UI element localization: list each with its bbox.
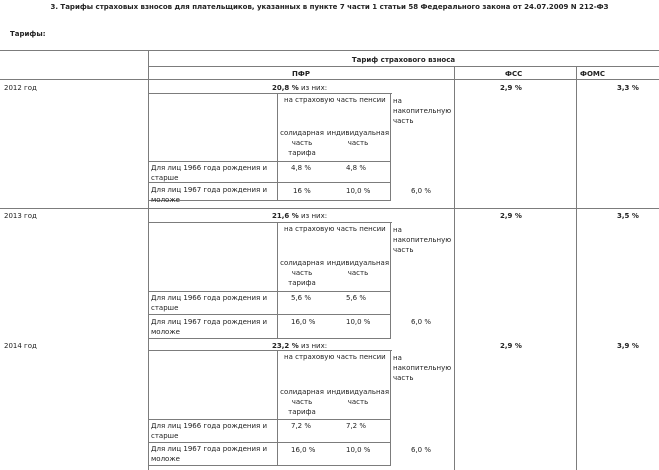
individual-label: индивидуальная часть [326,259,390,277]
tariff-header: Тариф страхового взноса [351,56,456,64]
pfr-total: 20,8 % из них: [272,84,328,92]
younger-individual: 10,0 % [346,187,371,195]
year-label: 2013 год [4,212,37,220]
insurance-part-label: на страховую часть пенсии [284,96,386,104]
foms-value: 3,3 % [617,84,639,92]
older-individual: 7,2 % [346,422,367,430]
fss-header: ФСС [505,70,523,78]
tariffs-label: Тарифы: [10,30,46,38]
foms-value: 3,5 % [617,212,639,220]
fss-value: 2,9 % [500,342,522,350]
solidary-label: солидарная часть тарифа [280,129,324,157]
year-label: 2012 год [4,84,37,92]
older-solidary: 5,6 % [291,294,312,302]
funded-part-label: на накопительную часть [393,354,452,382]
solidary-label: солидарная часть тарифа [280,388,324,416]
born-1966-label: Для лиц 1966 года рождения и старше [151,422,268,440]
funded-part-label: на накопительную часть [393,226,452,254]
born-1966-label: Для лиц 1966 года рождения и старше [151,294,268,312]
insurance-part-label: на страховую часть пенсии [284,225,386,233]
funded-part-label: на накопительную часть [393,97,452,125]
individual-label: индивидуальная часть [326,129,390,147]
born-1967-label: Для лиц 1967 года рождения и моложе [151,318,268,336]
fss-value: 2,9 % [500,212,522,220]
younger-solidary: 16 % [293,187,311,195]
younger-funded: 6,0 % [411,187,432,195]
solidary-label: солидарная часть тарифа [280,259,324,287]
born-1966-label: Для лиц 1966 года рождения и старше [151,164,268,182]
younger-individual: 10,0 % [346,446,371,454]
pfr-header: ПФР [292,70,310,78]
younger-solidary: 16,0 % [291,446,316,454]
fss-value: 2,9 % [500,84,522,92]
older-solidary: 7,2 % [291,422,312,430]
page-title: 3. Тарифы страховых взносов для плательщиков, указанных в пункте 7 части 1 статьи 58 Федерального закона от 24.07.2009 N 212-ФЗ [50,3,609,11]
foms-value: 3,9 % [617,342,639,350]
individual-label: индивидуальная часть [326,388,390,406]
insurance-part-label: на страховую часть пенсии [284,353,386,361]
older-individual: 4,8 % [346,164,367,172]
older-solidary: 4,8 % [291,164,312,172]
foms-header: ФОМС [580,70,605,78]
pfr-total: 23,2 % из них: [272,342,328,350]
pfr-total: 21,6 % из них: [272,212,328,220]
younger-solidary: 16,0 % [291,318,316,326]
younger-funded: 6,0 % [411,318,432,326]
younger-funded: 6,0 % [411,446,432,454]
younger-individual: 10,0 % [346,318,371,326]
year-label: 2014 год [4,342,37,350]
born-1967-label: Для лиц 1967 года рождения и моложе [151,445,268,463]
born-1967-label: Для лиц 1967 года рождения и моложе [151,186,268,204]
older-individual: 5,6 % [346,294,367,302]
